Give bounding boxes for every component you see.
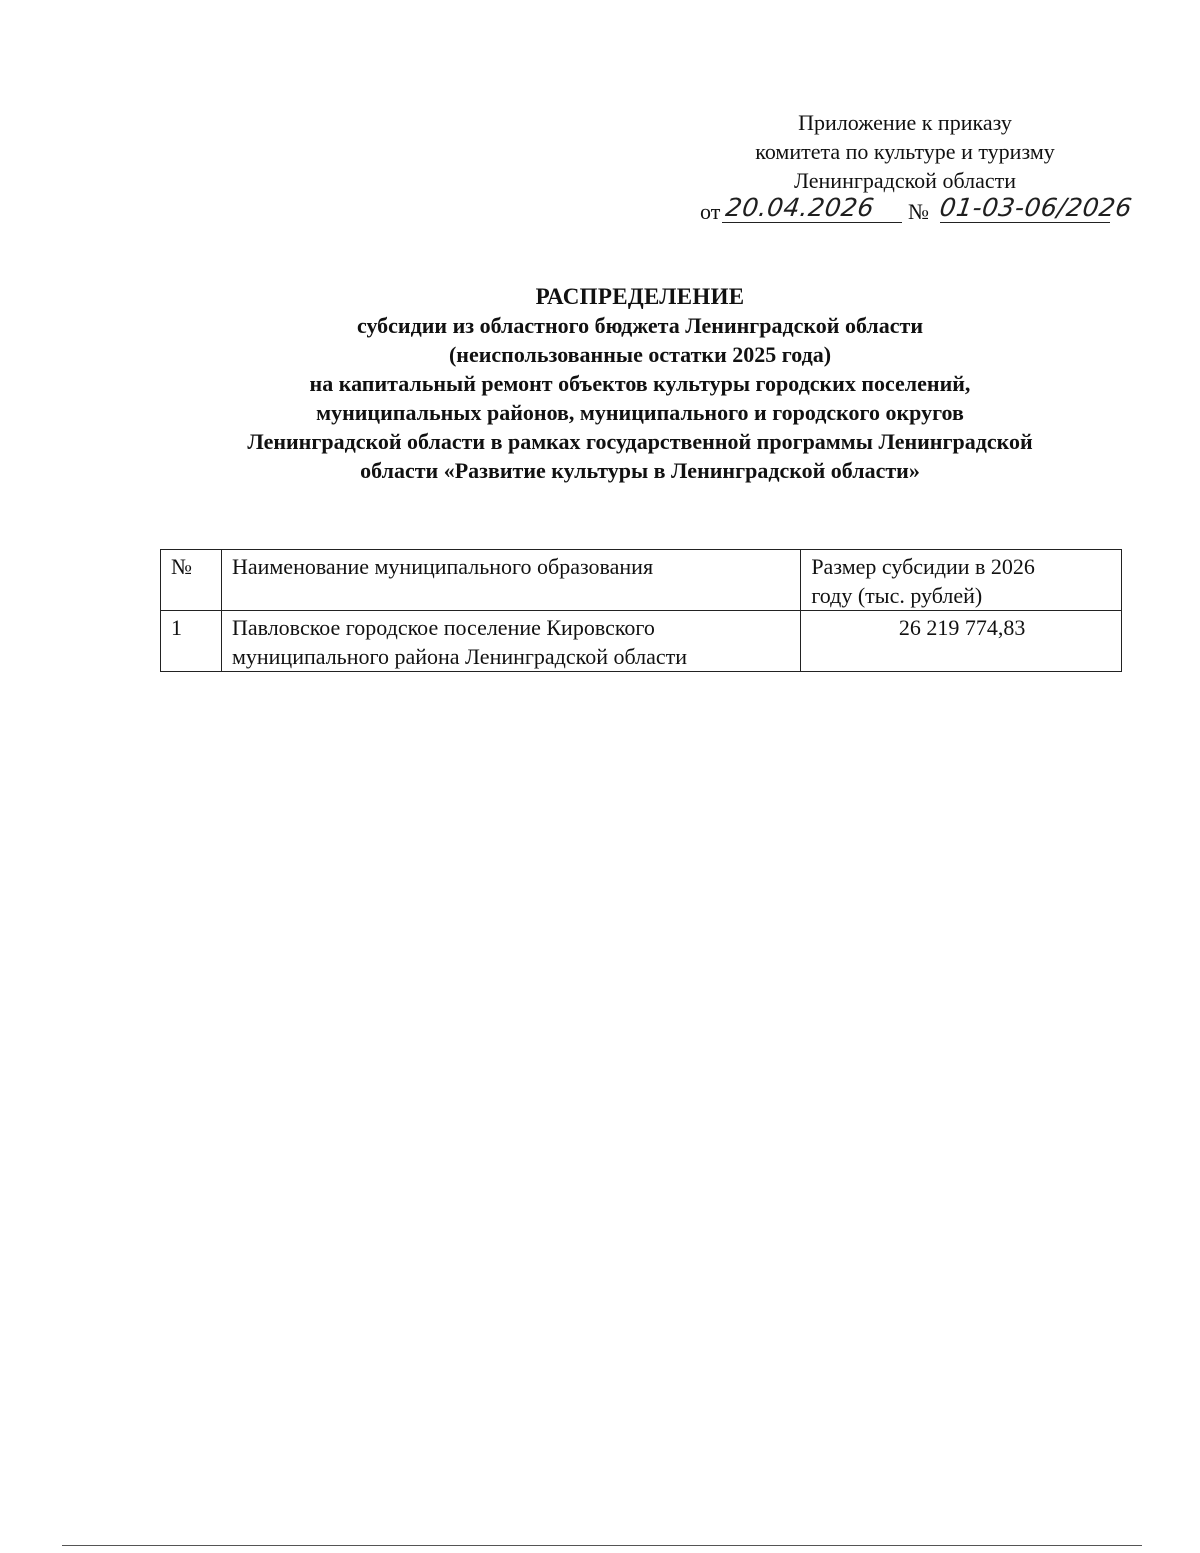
row-name [221, 611, 800, 672]
number-label: № [908, 199, 929, 224]
date-blank-line [722, 222, 902, 223]
appendix-line-3: Ленинградской области [794, 168, 1016, 193]
title-line-1: субсидии из областного бюджета Ленинградской области [356, 313, 924, 338]
header-name: Наименование муниципального образования [221, 550, 800, 611]
distribution-table [160, 549, 1122, 672]
document-title: РАСПРЕДЕЛЕНИЕ [535, 284, 745, 309]
handwritten-date: 20.04.2026 [723, 193, 877, 222]
appendix-line-1: Приложение к приказу [798, 110, 1012, 135]
from-label: от [700, 199, 721, 224]
row-number: 1 [161, 611, 222, 672]
header-amount-line-2: году (тыс. рублей) [811, 583, 983, 608]
handwritten-number: 01-03-06/2026 [937, 193, 1135, 222]
title-line-2: (неиспользованные остатки 2025 года) [448, 342, 832, 367]
title-line-6: области «Развитие культуры в Ленинградской области» [360, 458, 920, 483]
title-line-3: на капитальный ремонт объектов культуры городских поселений, [309, 371, 971, 396]
row-name-line-1: Павловское городское поселение Кировского [231, 615, 655, 640]
table-row [161, 611, 1122, 672]
header-amount [801, 550, 1122, 611]
header-amount-line-1: Размер субсидии в 2026 [811, 554, 1035, 579]
row-amount: 26 219 774,83 [801, 611, 1122, 672]
header-number: № [161, 550, 222, 611]
appendix-line-2: комитета по культуре и туризму [755, 139, 1055, 164]
row-name-line-2: муниципального района Ленинградской области [231, 644, 688, 669]
number-blank-line [940, 222, 1110, 223]
title-line-5: Ленинградской области в рамках государственной программы Ленинградской [247, 429, 1033, 454]
document-title-block [140, 282, 1140, 485]
appendix-block [690, 108, 1120, 195]
table-header-row [161, 550, 1122, 611]
title-line-4: муниципальных районов, муниципального и городского округов [316, 400, 964, 425]
order-reference [700, 193, 1135, 229]
page-bottom-scan-line [62, 1545, 1142, 1546]
